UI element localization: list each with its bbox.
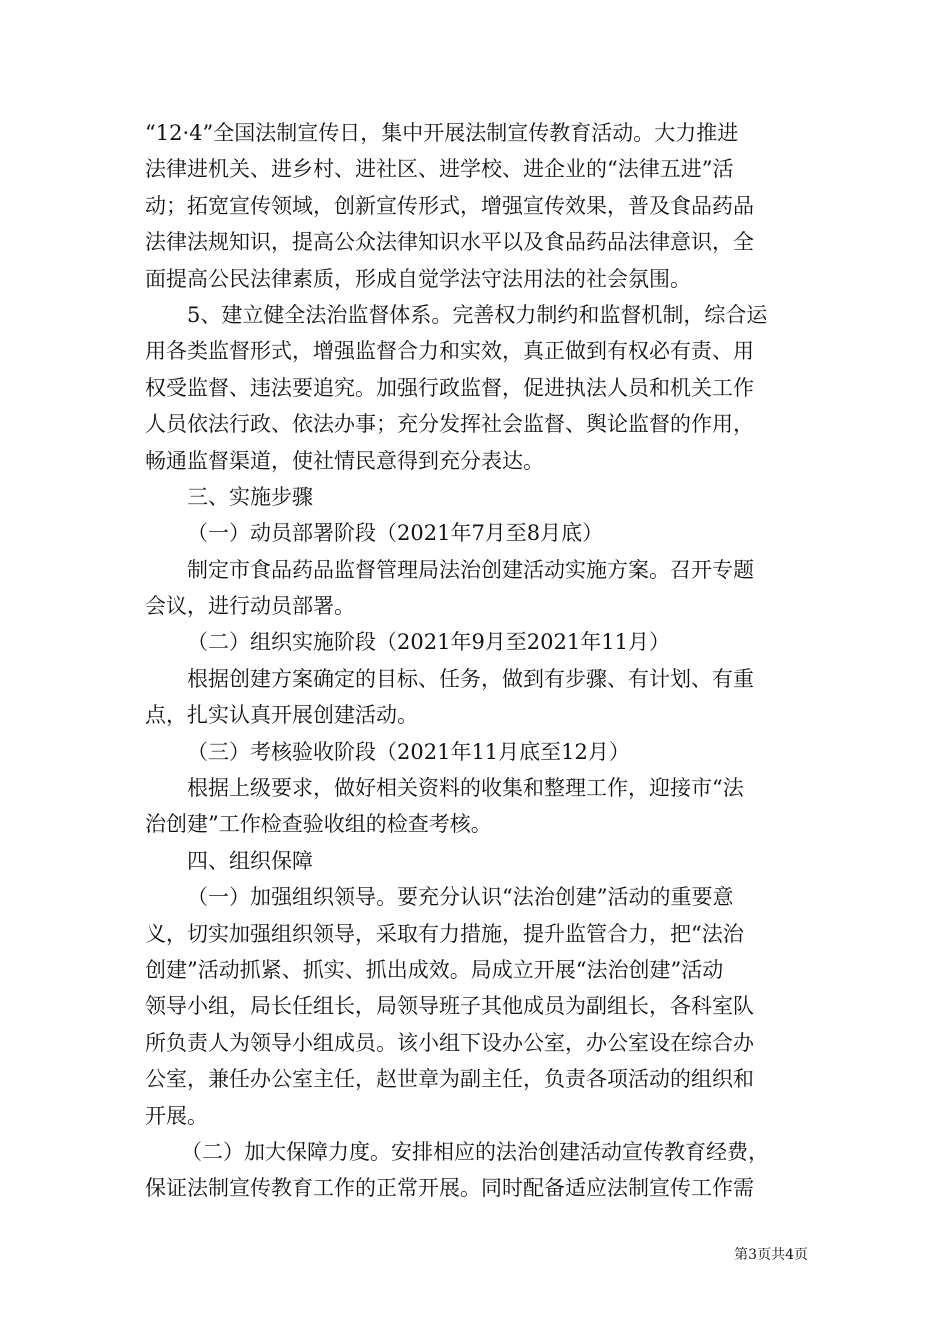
text-line: 义，切实加强组织领导，采取有力措施，提升监管合力，把“法治: [145, 921, 744, 946]
text-line: （一）动员部署阶段（2021年7月至8月底）: [187, 521, 604, 546]
text-line: （一）加强组织领导。要充分认识“法治创建”活动的重要意: [187, 885, 734, 910]
text-line: 法律法规知识，提高公众法律知识水平以及食品药品法律意识，全: [145, 230, 754, 255]
text-line: 5、建立健全法治监督体系。完善权力制约和监督机制，综合运: [187, 302, 768, 327]
text-line: （二）组织实施阶段（2021年9月至2021年11月）: [187, 630, 670, 655]
text-line: 领导小组，局长任组长，局领导班子其他成员为副组长，各科室队: [145, 994, 754, 1019]
document-body: [145, 115, 815, 1207]
text-line: 畅通监督渠道，使社情民意得到充分表达。: [145, 448, 544, 473]
text-line: 三、实施步骤: [187, 484, 313, 509]
text-line: 制定市食品药品监督管理局法治创建活动实施方案。召开专题: [187, 557, 754, 582]
text-line: 开展。: [145, 1103, 208, 1128]
text-line: 面提高公民法律素质，形成自觉学法守法用法的社会氛围。: [145, 266, 691, 291]
text-line: 根据上级要求，做好相关资料的收集和整理工作，迎接市“法: [187, 776, 744, 801]
text-line: 治创建”工作检查验收组的检查考核。: [145, 812, 492, 837]
text-line: 用各类监督形式，增强监督合力和实效，真正做到有权必有责、用: [145, 339, 754, 364]
text-line: 会议，进行动员部署。: [145, 594, 355, 619]
text-line: 保证法制宣传教育工作的正常开展。同时配备适应法制宣传工作需: [145, 1176, 754, 1201]
text-line: “12·4”全国法制宣传日，集中开展法制宣传教育活动。大力推进: [145, 121, 739, 145]
text-line: 人员依法行政、依法办事；充分发挥社会监督、舆论监督的作用，: [145, 412, 754, 437]
text-line: 四、组织保障: [187, 848, 313, 873]
text-line: 公室，兼任办公室主任，赵世章为副主任，负责各项活动的组织和: [145, 1067, 754, 1092]
text-line: 权受监督、违法要追究。加强行政监督，促进执法人员和机关工作: [145, 375, 754, 400]
text-line: 法律进机关、进乡村、进社区、进学校、进企业的“法律五进”活: [145, 157, 734, 182]
text-line: 根据创建方案确定的目标、任务，做到有步骤、有计划、有重: [187, 666, 754, 691]
text-line: （三）考核验收阶段（2021年11月底至12月）: [187, 739, 630, 764]
text-line: 所负责人为领导小组成员。该小组下设办公室，办公室设在综合办: [145, 1030, 754, 1055]
text-line: （二）加大保障力度。安排相应的法治创建活动宣传教育经费，: [181, 1139, 769, 1164]
text-line: 动；拓宽宣传领域，创新宣传形式，增强宣传效果，普及食品药品: [145, 193, 754, 218]
text-line: 创建”活动抓紧、抓实、抓出成效。局成立开展“法治创建”活动: [145, 957, 724, 982]
text-line: 点，扎实认真开展创建活动。: [145, 703, 418, 728]
page-number: 第3页共4页: [734, 1247, 808, 1263]
